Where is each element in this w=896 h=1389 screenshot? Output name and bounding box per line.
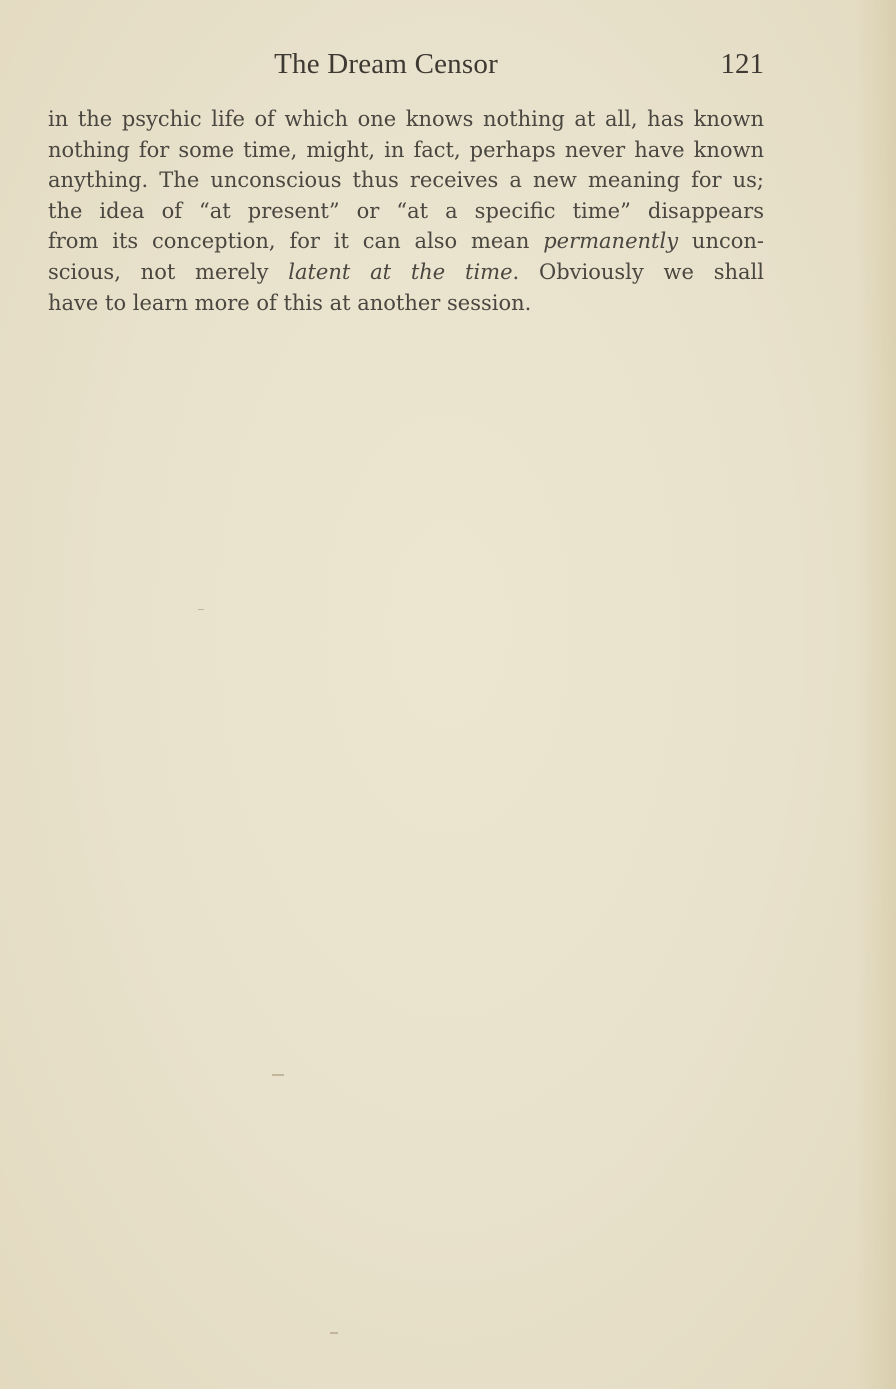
text-line-6: scious, not merely latent at the time. Obviously we shall [48, 259, 764, 284]
paper-speck [272, 1074, 284, 1076]
running-head [48, 48, 764, 84]
text-line-5: from its conception, for it can also mean permanently uncon- [48, 229, 764, 254]
text-line-2: nothing for some time, might, in fact, perhaps never have known [48, 137, 764, 162]
text-line-1: in the psychic life of which one knows nothing at all, has known [48, 107, 764, 131]
italic-permanently: permanently [543, 229, 679, 254]
page-number: 121 [720, 48, 764, 80]
running-title: The Dream Censor [274, 48, 498, 80]
page-edge-shadow [856, 0, 896, 1389]
paper-speck [330, 1332, 338, 1334]
italic-latent-at-the-time: latent at the time [288, 259, 513, 284]
text-line-3: anything. The unconscious thus receives a new meaning for us; [48, 168, 764, 193]
body-text [48, 104, 764, 318]
text-line-4: the idea of “at present” or “at a specific time” disappears [48, 198, 764, 223]
paper-speck [198, 609, 204, 610]
text-line-7: have to learn more of this at another session. [48, 290, 532, 315]
